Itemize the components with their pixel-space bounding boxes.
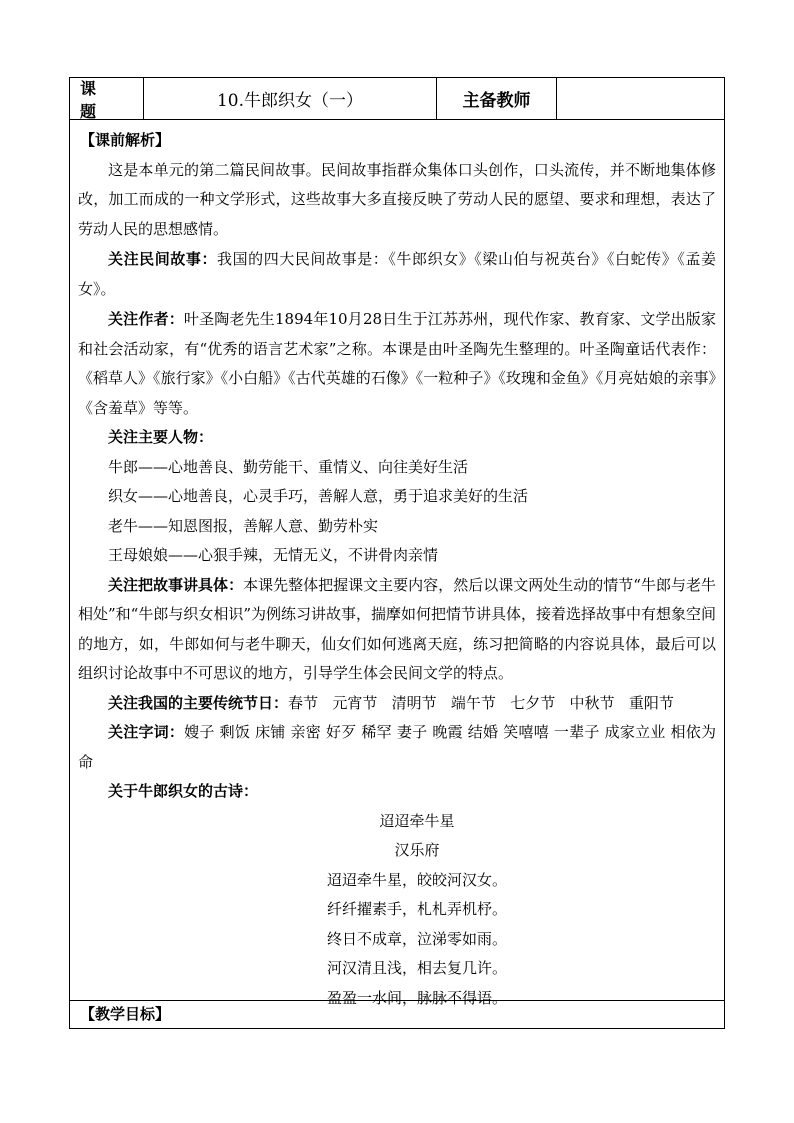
analysis-section — [70, 120, 724, 1007]
folk-stories-paragraph — [78, 245, 716, 304]
author-paragraph — [78, 305, 716, 423]
poem-line: 纤纤擢素手，札札弄机杼。 — [326, 900, 507, 918]
poem-author: 汉乐府 — [394, 841, 440, 859]
festivals-label: 关注我国的主要传统节日： — [108, 693, 289, 712]
analysis-heading: 【课前解析】 — [80, 131, 171, 149]
character-line: 织女——心地善良，心灵手巧，善解人意，勇于追求美好的生活 — [108, 487, 529, 505]
author-label: 关注作者： — [108, 310, 184, 328]
teacher-value — [557, 78, 724, 119]
author-text: 叶圣陶老先生1894年10月28日生于江苏苏州，现代作家、教育家、文学出版家和社会活动家，有“优秀的语言艺术家”之称。本课是由叶圣陶先生整理的。叶圣陶童话代表作：《稻草人》《旅行家》《小白船》《古代英雄的石像》《一粒种子》《玫瑰和金鱼》《月亮姑娘的亲事》《含羞草》等等。 — [78, 310, 716, 417]
poem-heading — [78, 777, 716, 807]
poem-line: 终日不成章，泣涕零如雨。 — [326, 929, 507, 948]
storytelling-paragraph — [78, 571, 716, 689]
characters-label: 关注主要人物： — [108, 428, 214, 446]
character-line: 牛郎——心地善良、勤劳能干、重情义、向往美好生活 — [108, 457, 469, 476]
character-line: 老牛——知恩图报，善解人意、勤劳朴实 — [108, 516, 379, 535]
lesson-plan-table — [69, 77, 725, 1029]
goals-heading: 【教学目标】 — [80, 1005, 171, 1023]
characters-heading — [78, 423, 716, 453]
poem-label: 关于牛郎织女的古诗： — [108, 782, 259, 800]
words-text: 嫂子 剩饭 床铺 亲密 好歹 稀罕 妻子 晚霞 结婚 笑嘻嘻 一辈子 成家立业 相依为命 — [78, 723, 716, 771]
character-line: 王母娘娘——心狠手辣，无情无义，不讲骨肉亲情 — [108, 546, 439, 564]
words-label: 关注字词： — [108, 723, 185, 741]
poem-line: 河汉清且浅，相去复几许。 — [326, 959, 507, 977]
folk-stories-label: 关注民间故事： — [108, 250, 218, 268]
poem-title: 迢迢牵牛星 — [379, 811, 455, 830]
intro-paragraph: 这是本单元的第二篇民间故事。民间故事指群众集体口头创作，口头流传，并不断地集体修改，加工而成的一种文学形式，这些故事大多直接反映了劳动人民的愿望、要求和理想，表达了劳动人民的思想感情。 — [78, 160, 716, 238]
folk-stories-text: 我国的四大民间故事是：《牛郎织女》《梁山伯与祝英台》《白蛇传》《孟姜女》。 — [78, 250, 716, 298]
festivals-paragraph — [78, 689, 716, 719]
lesson-title: 10.牛郎织女（一） — [144, 78, 437, 119]
festivals-text: 春节 元宵节 清明节 端午节 七夕节 中秋节 重阳节 — [288, 693, 674, 712]
poem-line: 迢迢牵牛星，皎皎河汉女。 — [326, 870, 507, 889]
storytelling-text: 本课先整体把握课文主要内容，然后以课文两处生动的情节“牛郎与老牛相处”和“牛郎与织女相识”为例练习讲故事，揣摩如何把情节讲具体，接着选择故事中有想象空间的地方，如，牛郎如何与老牛聊天，仙女们如何逃离天庭，练习把简略的内容说具体，最后可以组织讨论故事中不可思议的地方，引导学生体会民间文学的特点。 — [78, 575, 717, 682]
poem-line: 盈盈一水间，脉脉不得语。 — [326, 988, 507, 1007]
course-label: 课 题 — [70, 78, 144, 119]
storytelling-label: 关注把故事讲具体： — [108, 575, 244, 594]
teacher-label: 主备教师 — [437, 78, 557, 119]
words-paragraph — [78, 718, 716, 777]
header-row — [70, 78, 724, 120]
